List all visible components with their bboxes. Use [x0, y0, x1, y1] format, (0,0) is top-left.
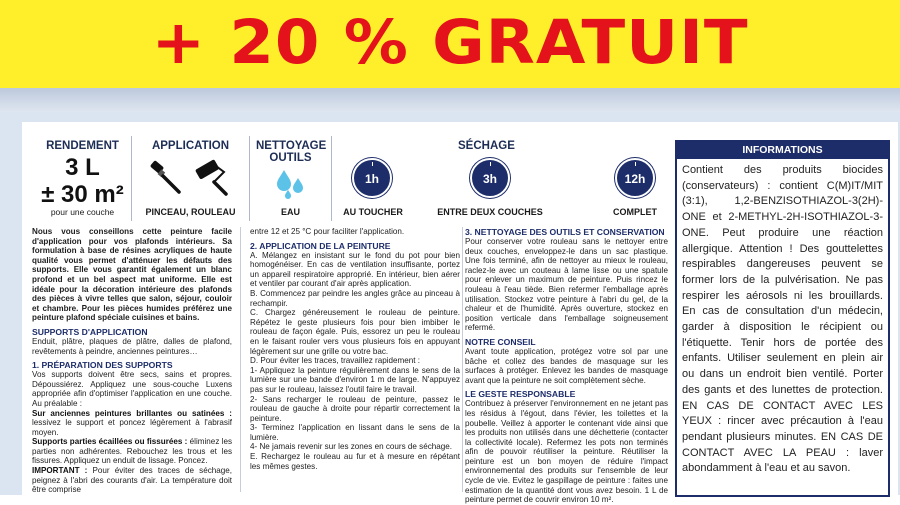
app-lead: entre 12 et 25 °C pour faciliter l'application.: [250, 227, 405, 236]
column-application: [250, 227, 460, 495]
clean-text: Pour conserver votre rouleau sans le nettoyer entre deux couches, enveloppez-le dans un sac plastique. Une fois terminé, afin de nettoyer au mieux le rouleau, raclez-le avec un couteau à lame lisse ou une spatule pour enlever un maximum de peinture. Puis rincez le rouleau à l'eau tiède. Bien refermer l'emballage après utilisation. Stockez votre peinture à l'abri du gel, de la chaleur et de l'humidité. Après ouverture, stockez en position verticale dans l'emballage soigneusement refermé.: [465, 237, 668, 333]
rendement-volume: 3 L: [65, 154, 100, 181]
nettoyage-caption: EAU: [280, 207, 300, 217]
sechage-block: [332, 136, 696, 221]
supports-title: SUPPORTS D'APPLICATION: [32, 326, 148, 337]
nettoyage-block: [250, 136, 332, 221]
application-title: APPLICATION: [151, 140, 230, 152]
nettoyage-title: NETTOYAGE OUTILS: [256, 140, 327, 164]
app-step-d4: 4- Ne jamais revenir sur les zones en cours de séchage.: [250, 442, 452, 452]
app-step-a: A. Mélangez en insistant sur le fond du pot pour bien homogénéiser. En cas de ventilation insuffisante, portez un appareil respiratoire approprié. En intérieur, bien aérer et ventiler par courant d'air après application.: [250, 250, 460, 289]
label-content: [22, 122, 898, 505]
clock-3h-label: 3h: [482, 172, 497, 186]
label-panel: [0, 112, 900, 505]
banner-shadow: [0, 88, 900, 112]
clock-1h-label: 1h: [364, 172, 379, 186]
app-title: 2. APPLICATION DE LA PEINTURE: [250, 240, 391, 251]
app-step-e: E. Rechargez le rouleau au fur et à mesure en répétant les mêmes gestes.: [250, 452, 460, 471]
column-divider: [462, 227, 463, 492]
clean-title: 3. NETTOYAGE DES OUTILS ET CONSERVATION: [465, 227, 665, 237]
promo-banner: [0, 0, 900, 88]
informations-title: INFORMATIONS: [677, 142, 888, 159]
column-nettoyage: [465, 227, 668, 505]
clock-3h-icon: [470, 158, 510, 198]
informations-text: Contient des produits biocides (conservateurs) : contient C(M)IT/MIT (3:1), 1,2-BENZISOTHIAZOL-3(2H)-ONE et 2-METHYL-2H-ISOTHIAZOL-3-ONE. Peut produire une réaction allergique. Attention ! Des gouttelettes respirables dangereuses peuvent se former lors de la pulvérisation. Ne pas respirer les aérosols ni les brouillards. En cas de consultation d'un médecin, garder à disposition le récipient ou l'étiquette. Tenir hors de portée des enfants. Utiliser seulement en plein air ou dans un endroit bien ventilé. Porter des gants et des lunettes de protection. EN CAS DE CONTACT AVEC LES YEUX : rincer avec précaution à l'eau pendant plusieurs minutes. EN CAS DE CONTACT AVEC LA PEAU : laver abondamment à l'eau et au savon.: [682, 164, 883, 475]
clock-1h-icon: [352, 158, 392, 198]
prep-a-text: lessivez le support et poncez légèrement à l'abrasif moyen.: [32, 418, 232, 437]
clock-12h-label: 12h: [624, 172, 646, 186]
clock-3h-caption: ENTRE DEUX COUCHES: [437, 207, 543, 217]
supports-text: Enduit, plâtre, plaques de plâtre, dalles de plafond, revêtements à peindre, anciennes peintures…: [32, 336, 232, 356]
water-drops-icon: [272, 166, 310, 200]
important-text: Pour éviter des traces de séchage, peignez à l'abri des courants d'air. La température doit être comprise: [32, 466, 233, 495]
column-divider: [240, 227, 241, 492]
rendement-area: ± 30 m²: [41, 181, 124, 208]
roller-icon: [194, 160, 234, 196]
column-description: [32, 227, 232, 495]
advice-text: Avant toute application, protégez votre sol par une bâche et collez des bandes de masquage sur les surfaces à protéger. Enlevez les bandes de masquage avant que la peinture ne soit complètement sèche.: [465, 346, 668, 385]
app-step-c: C. Chargez généreusement le rouleau de peinture. Répétez le geste plusieurs fois pour bien imbiber le rouleau de façon égale. Puis, essorez un peu le rouleau en le faisant rouler vers vous plusieurs fois en appuyant légèrement sur une grille ou votre bac.: [250, 308, 460, 356]
prep-b-title: Supports parties écaillées ou fissurées :: [32, 437, 188, 447]
promo-text: + 20 % GRATUIT: [151, 7, 749, 79]
informations-box: [675, 140, 890, 497]
clock-12h-icon: [615, 158, 655, 198]
app-step-b: B. Commencez par peindre les angles grâce au pinceau à rechampir.: [250, 288, 460, 308]
app-step-d2: 2- Sans recharger le rouleau de peinture, passez le rouleau de gauche à droite pour répartir correctement la peinture.: [250, 394, 460, 423]
intro-text: Nous vous conseillons cette peinture facile d'application pour vos plafonds intérieurs. Sa formulation à base de résines acryliques de haute qualité vous permet d'atténuer les défauts des supports. Elle vous garantit également un blanc profond et un bel aspect mat uniforme. Elle est idéale pour la décoration intérieure des plafonds des pièces à vivre telles que salon, séjour, couloir et chambre. Pour les pièces humides préférez une peinture plafond spéciale cuisines et bains.: [32, 227, 232, 323]
clock-12h-caption: COMPLET: [613, 207, 657, 217]
rendement-title: RENDEMENT: [46, 140, 119, 152]
prep-a-title: Sur anciennes peintures brillantes ou satinées :: [32, 408, 232, 418]
prep-text: Vos supports doivent être secs, sains et propres. Dépoussiérez. Appliquez une sous-couche Luxens appropriée afin d'optimiser l'application en une couche. Au préalable :: [32, 370, 232, 408]
rendement-caption: pour une couche: [50, 207, 115, 217]
app-step-d3: 3- Terminez l'application en lissant dans le sens de la lumière.: [250, 423, 460, 442]
app-step-d1: 1- Appliquez la peinture régulièrement dans le sens de la lumière sur une bande d'environ 1 m de large. N'appuyez pas sur le rouleau, laissez l'outil faire le travail.: [250, 365, 460, 394]
geste-text: Contribuez à préserver l'environnement en ne jetant pas les résidus à l'égout, dans l'évier, les toilettes et la poubelle. Veillez à apporter le contenant vide ainsi que les produits non utilisés dans une déchetterie (contacter la collectivité locale). Refermez les pots non terminés afin de pouvoir réutiliser la peinture. Réutiliser la peinture est un bon moyen de réduire l'impact environnemental des produits sur l'ensemble de leur cycle de vie. Evitez le gaspillage de peinture : faites une estimation de la quantité dont vous avez besoin. 1 L de peinture permet de couvrir environ 10 m².: [465, 399, 668, 505]
prep-title: 1. PRÉPARATION DES SUPPORTS: [32, 360, 173, 371]
brush-icon: [148, 160, 184, 196]
advice-title: NOTRE CONSEIL: [465, 336, 536, 347]
important-title: IMPORTANT :: [32, 466, 88, 476]
app-step-d: D. Pour éviter les traces, travaillez rapidement :: [250, 356, 421, 366]
application-caption: PINCEAU, ROULEAU: [145, 207, 236, 217]
sechage-title: SÉCHAGE: [458, 140, 515, 152]
geste-title: LE GESTE RESPONSABLE: [465, 389, 576, 400]
clock-1h-caption: AU TOUCHER: [343, 207, 403, 217]
rendement-block: [34, 136, 132, 221]
prep-b-text: éliminez les parties non adhérentes. Rebouchez les trous et les fissures. Appliquez un enduit de lissage. Poncez.: [32, 437, 232, 466]
application-block: [132, 136, 250, 221]
